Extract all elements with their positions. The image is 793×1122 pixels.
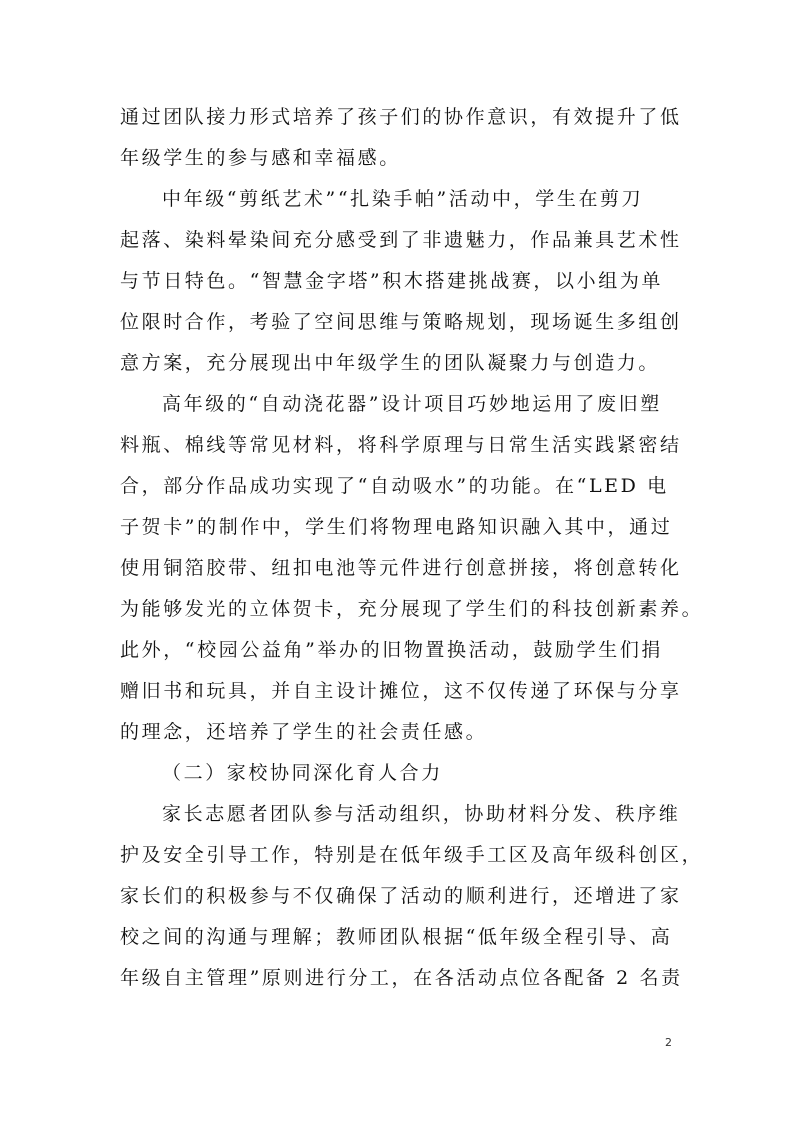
body-text xyxy=(120,97,704,999)
text-line: 子贺卡”的制作中，学生们将物理电路知识融入其中，通过 xyxy=(120,516,673,538)
text-line: 使用铜箔胶带、纽扣电池等元件进行创意拼接，将创意转化 xyxy=(120,557,682,579)
text-line: 年级自主管理”原则进行分工，在各活动点位各配备 2 名责 xyxy=(120,967,683,989)
text-line: 为能够发光的立体贺卡，充分展现了学生们的科技创新素养。 xyxy=(120,598,704,620)
paragraph-start-line: 高年级的“自动浇花器”设计项目巧妙地运用了废旧塑 xyxy=(162,393,662,415)
text-line: 赠旧书和玩具，并自主设计摊位，这不仅传递了环保与分享 xyxy=(120,680,682,702)
text-line: 此外，“校园公益角”举办的旧物置换活动，鼓励学生们捐 xyxy=(120,639,664,661)
paragraph-start-line: 家长志愿者团队参与活动组织，协助材料分发、秩序维 xyxy=(162,803,681,825)
paragraph-start-line: 中年级“剪纸艺术”“扎染手帕”活动中，学生在剪刀 xyxy=(162,188,644,210)
text-line: 通过团队接力形式培养了孩子们的协作意识，有效提升了低 xyxy=(120,106,682,128)
text-line: 起落、染料晕染间充分感受到了非遗魅力，作品兼具艺术性 xyxy=(120,229,682,251)
text-line: 料瓶、棉线等常见材料，将科学原理与日常生活实践紧密结 xyxy=(120,434,682,456)
section-heading: （二）家校协同深化育人合力 xyxy=(162,762,443,784)
text-line: 的理念，还培养了学生的社会责任感。 xyxy=(120,721,488,743)
text-line: 年级学生的参与感和幸福感。 xyxy=(120,147,401,169)
text-line: 与节日特色。“智慧金字塔”积木搭建挑战赛，以小组为单 xyxy=(120,270,664,292)
text-line: 合，部分作品成功实现了“自动吸水”的功能。在“LED 电 xyxy=(120,475,669,497)
text-line: 意方案，充分展现出中年级学生的团队凝聚力与创造力。 xyxy=(120,352,661,374)
page-number: 2 xyxy=(665,1036,672,1049)
text-line: 位限时合作，考验了空间思维与策略规划，现场诞生多组创 xyxy=(120,311,682,333)
text-line: 家长们的积极参与不仅确保了活动的顺利进行，还增进了家 xyxy=(120,885,682,907)
text-line: 校之间的沟通与理解；教师团队根据“低年级全程引导、高 xyxy=(120,926,673,948)
text-line: 护及安全引导工作，特别是在低年级手工区及高年级科创区， xyxy=(120,844,704,866)
